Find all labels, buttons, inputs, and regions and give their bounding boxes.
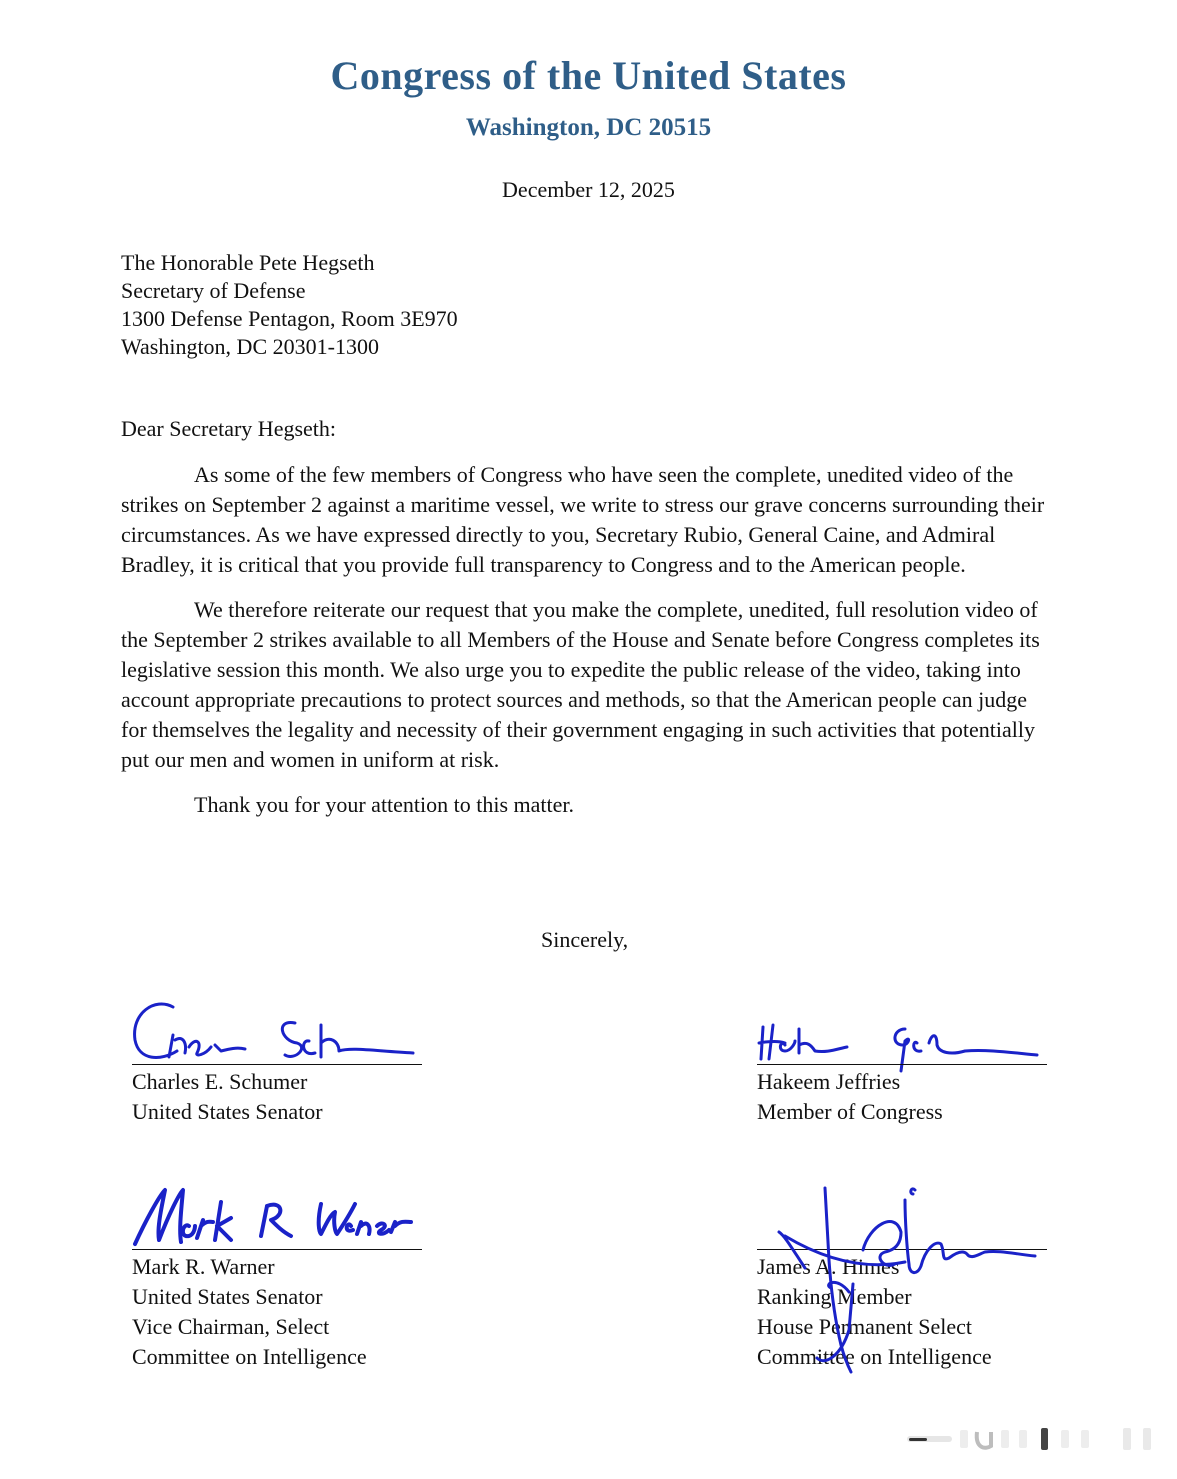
signatory-title: United States Senator [132, 1099, 323, 1124]
signatory-title: Committee on Intelligence [132, 1344, 367, 1369]
closing: Sincerely, [541, 927, 629, 952]
signatory-title: House Permanent Select [757, 1314, 973, 1339]
recipient-line: Washington, DC 20301-1300 [121, 334, 379, 359]
body-paragraph: Thank you for your attention to this matter. [194, 792, 575, 817]
recipient-address [121, 249, 458, 361]
signature-warner [125, 1182, 425, 1257]
body-paragraph: As some of the few members of Congress who have seen the complete, unedited video of the strikes on September 2 against a maritime vessel, we write to stress our grave concerns surrounding their circumstances. As we have expressed directly to you, Secretary Rubio, General Caine, and Admiral Bradley, it is critical that you provide full transparency to Congress and to the American people. [121, 462, 1045, 577]
signatory-jeffries [757, 1064, 1047, 1127]
recipient-line: The Honorable Pete Hegseth [121, 250, 375, 275]
signatory-title: Vice Chairman, Select [132, 1314, 330, 1339]
signature-line [132, 1249, 422, 1250]
signatory-name: Mark R. Warner [132, 1254, 275, 1279]
signatory-name: James A. Himes [757, 1254, 900, 1279]
body-paragraph: We therefore reiterate our request that you make the complete, unedited, full resolution video of the September 2 strikes available to all Members of the House and Senate before Congress completes its legislative session this month. We also urge you to expedite the public release of the video, taking into account appropriate precautions to protect sources and methods, so that the American people can judge for themselves the legality and necessity of their government engaging in such activities that potentially put our men and women in uniform at risk. [121, 597, 1040, 772]
signatory-title: Committee on Intelligence [757, 1344, 992, 1369]
letter-date: December 12, 2025 [502, 177, 675, 202]
signature-schumer [125, 995, 425, 1070]
letter-body [121, 460, 1056, 835]
signatory-title: United States Senator [132, 1284, 323, 1309]
signatory-title: Ranking Member [757, 1284, 912, 1309]
signatory-name: Hakeem Jeffries [757, 1069, 901, 1094]
signature-himes [745, 1180, 1045, 1375]
signatory-name: Charles E. Schumer [132, 1069, 308, 1094]
scroll-indicator-icon [905, 1426, 1155, 1456]
signature-line [757, 1064, 1047, 1065]
signatory-schumer [132, 1064, 422, 1127]
signature-line [132, 1064, 422, 1065]
signatory-title: Member of Congress [757, 1099, 943, 1124]
letterhead-subtitle: Washington, DC 20515 [465, 114, 712, 141]
recipient-line: Secretary of Defense [121, 278, 306, 303]
salutation: Dear Secretary Hegseth: [121, 416, 337, 441]
signatory-warner [132, 1249, 422, 1372]
recipient-line: 1300 Defense Pentagon, Room 3E970 [121, 306, 458, 331]
letterhead-title: Congress of the United States [330, 53, 847, 98]
